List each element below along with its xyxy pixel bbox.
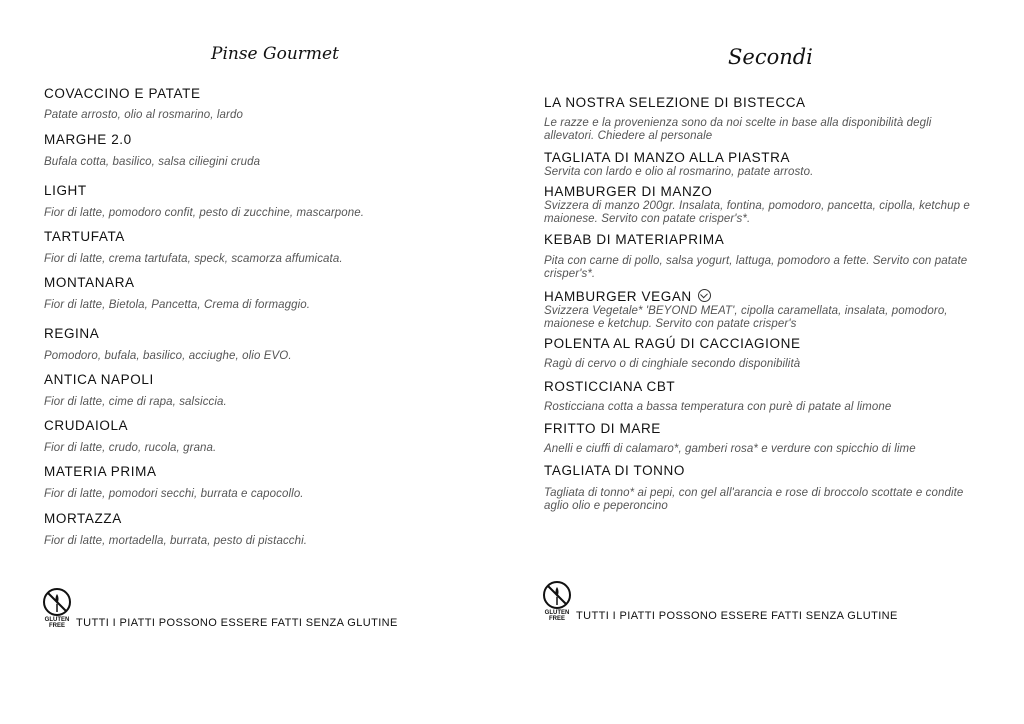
item-desc: Ragù di cervo o di cinghiale secondo disponibilità — [544, 358, 801, 370]
item-desc: Fior di latte, crudo, rucola, grana. — [44, 442, 217, 454]
menu-item — [44, 229, 484, 266]
item-desc: Anelli e ciuffi di calamaro*, gamberi rosa* e verdure con spicchio di lime — [544, 443, 916, 455]
item-name: MARGHE 2.0 — [44, 132, 132, 147]
item-desc: Fior di latte, pomodoro confit, pesto di zucchine, mascarpone. — [44, 207, 365, 219]
menu-item — [544, 184, 984, 226]
item-desc: Fior di latte, Bietola, Pancetta, Crema di formaggio. — [44, 299, 311, 311]
gluten-free-icon — [42, 587, 72, 629]
gluten-badge-line2: FREE — [48, 623, 65, 629]
menu-item — [44, 183, 484, 220]
gluten-free-note — [542, 580, 898, 622]
item-desc: Fior di latte, pomodori secchi, burrata e capocollo. — [44, 488, 304, 500]
item-name: LA NOSTRA SELEZIONE DI BISTECCA — [544, 95, 806, 110]
item-desc: Patate arrosto, olio al rosmarino, lardo — [44, 109, 243, 121]
item-name: TAGLIATA DI MANZO ALLA PIASTRA — [544, 150, 791, 165]
item-desc: Le razze e la provenienza sono da noi scelte in base alla disponibilità degli allevatori. Chiedere al personale — [544, 117, 932, 142]
item-name: POLENTA AL RAGÚ DI CACCIAGIONE — [544, 336, 801, 351]
item-desc: Svizzera Vegetale* 'BEYOND MEAT', cipolla caramellata, insalata, pomodoro, maionese e ketchup. Servito con patate crisper's — [544, 305, 948, 330]
gluten-free-text: TUTTI I PIATTI POSSONO ESSERE FATTI SENZA GLUTINE — [576, 610, 898, 622]
item-name: MONTANARA — [44, 275, 135, 290]
gluten-badge-line1: GLUTEN — [544, 610, 570, 616]
item-desc: Fior di latte, cime di rapa, salsiccia. — [44, 396, 227, 408]
item-name: TAGLIATA DI TONNO — [544, 463, 685, 478]
menu-item — [44, 275, 484, 312]
item-name — [544, 289, 984, 305]
gluten-badge-line1: GLUTEN — [44, 617, 70, 623]
gluten-badge-line2: FREE — [548, 616, 565, 622]
menu-item — [44, 326, 484, 363]
menu-item — [544, 336, 984, 371]
menu-item — [44, 132, 484, 169]
item-name: CRUDAIOLA — [44, 418, 129, 433]
menu-item — [544, 95, 984, 143]
menu-item — [44, 86, 484, 122]
menu-item — [544, 150, 984, 179]
item-name: LIGHT — [44, 183, 87, 198]
item-desc: Svizzera di manzo 200gr. Insalata, fontina, pomodoro, pancetta, cipolla, ketchup e maionese. Servito con patate crisper's*. — [544, 200, 970, 225]
item-name-text: HAMBURGER VEGAN — [544, 289, 692, 304]
menu-item — [44, 511, 484, 548]
menu-item — [544, 289, 984, 331]
item-name: ANTICA NAPOLI — [44, 372, 154, 387]
secondi-title: Secondi — [728, 45, 813, 69]
item-name: KEBAB DI MATERIAPRIMA — [544, 232, 725, 247]
item-name: TARTUFATA — [44, 229, 125, 244]
menu-item — [44, 418, 484, 455]
menu-item — [44, 372, 484, 409]
menu-item — [44, 464, 484, 501]
item-desc: Tagliata di tonno* ai pepi, con gel all'arancia e rose di broccolo scottate e condite aglio olio e peperoncino — [544, 487, 964, 512]
item-desc: Rosticciana cotta a bassa temperatura con purè di patate al limone — [544, 401, 892, 413]
item-desc: Fior di latte, crema tartufata, speck, scamorza affumicata. — [44, 253, 343, 265]
item-desc: Pomodoro, bufala, basilico, acciughe, olio EVO. — [44, 350, 292, 362]
menu-item — [544, 379, 984, 414]
vegan-icon — [698, 289, 711, 302]
gluten-free-icon — [542, 580, 572, 622]
item-name: ROSTICCIANA CBT — [544, 379, 676, 394]
item-desc: Servita con lardo e olio al rosmarino, patate arrosto. — [544, 166, 814, 178]
gluten-free-text: TUTTI I PIATTI POSSONO ESSERE FATTI SENZA GLUTINE — [76, 617, 398, 629]
item-name: MATERIA PRIMA — [44, 464, 157, 479]
item-name: MORTAZZA — [44, 511, 122, 526]
item-name: REGINA — [44, 326, 100, 341]
item-name: FRITTO DI MARE — [544, 421, 661, 436]
menu-item — [544, 463, 984, 513]
menu-item — [544, 232, 984, 281]
item-name: COVACCINO E PATATE — [44, 86, 201, 101]
item-name: HAMBURGER DI MANZO — [544, 184, 713, 199]
item-desc: Fior di latte, mortadella, burrata, pesto di pistacchi. — [44, 535, 308, 547]
item-desc: Pita con carne di pollo, salsa yogurt, lattuga, pomodoro a fette. Servito con patate crisper's*. — [544, 255, 968, 280]
menu-item — [544, 421, 984, 456]
item-desc: Bufala cotta, basilico, salsa ciliegini cruda — [44, 156, 261, 168]
pinse-title: Pinse Gourmet — [211, 44, 339, 64]
gluten-free-note — [42, 587, 398, 629]
